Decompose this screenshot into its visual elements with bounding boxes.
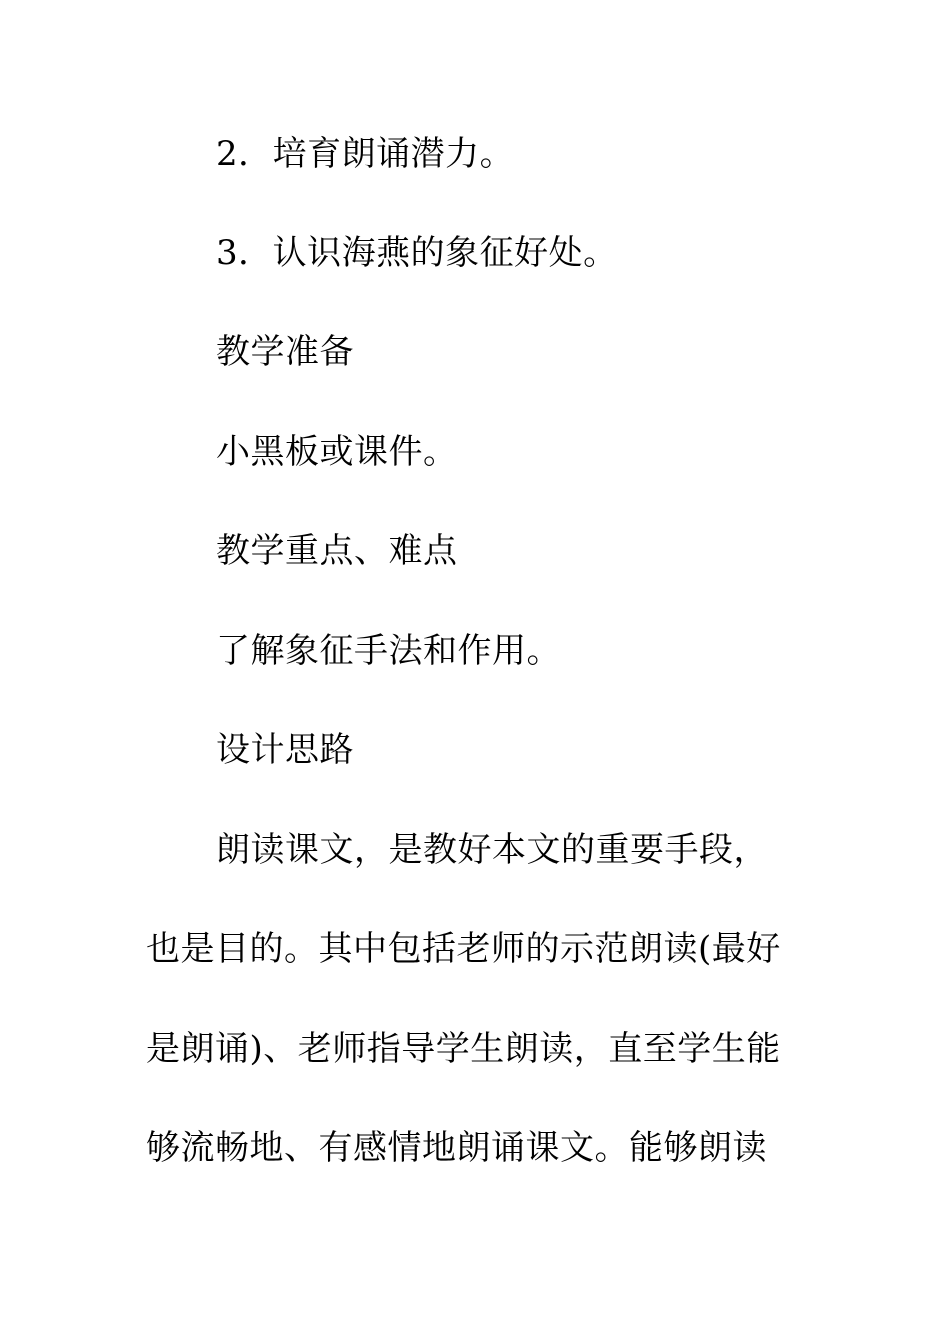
key-points-text: 了解象征手法和作用。 bbox=[216, 631, 561, 671]
key-points-heading: 教学重点、难点 bbox=[216, 531, 458, 571]
design-heading: 设计思路 bbox=[216, 730, 354, 770]
design-paragraph-line: 够流畅地、有感情地朗诵课文。能够朗读 bbox=[146, 1128, 767, 1168]
preparation-text: 小黑板或课件。 bbox=[216, 432, 458, 472]
design-paragraph-line: 是朗诵)、老师指导学生朗读，直至学生能 bbox=[146, 1029, 781, 1069]
objective-item-2: 2．培育朗诵潜力。 bbox=[216, 134, 515, 174]
design-paragraph-line: 也是目的。其中包括老师的示范朗读(最好 bbox=[146, 929, 781, 969]
design-paragraph-line: 朗读课文，是教好本文的重要手段， bbox=[216, 830, 768, 870]
preparation-heading: 教学准备 bbox=[216, 332, 354, 372]
objective-item-3: 3．认识海燕的象征好处。 bbox=[216, 233, 618, 273]
